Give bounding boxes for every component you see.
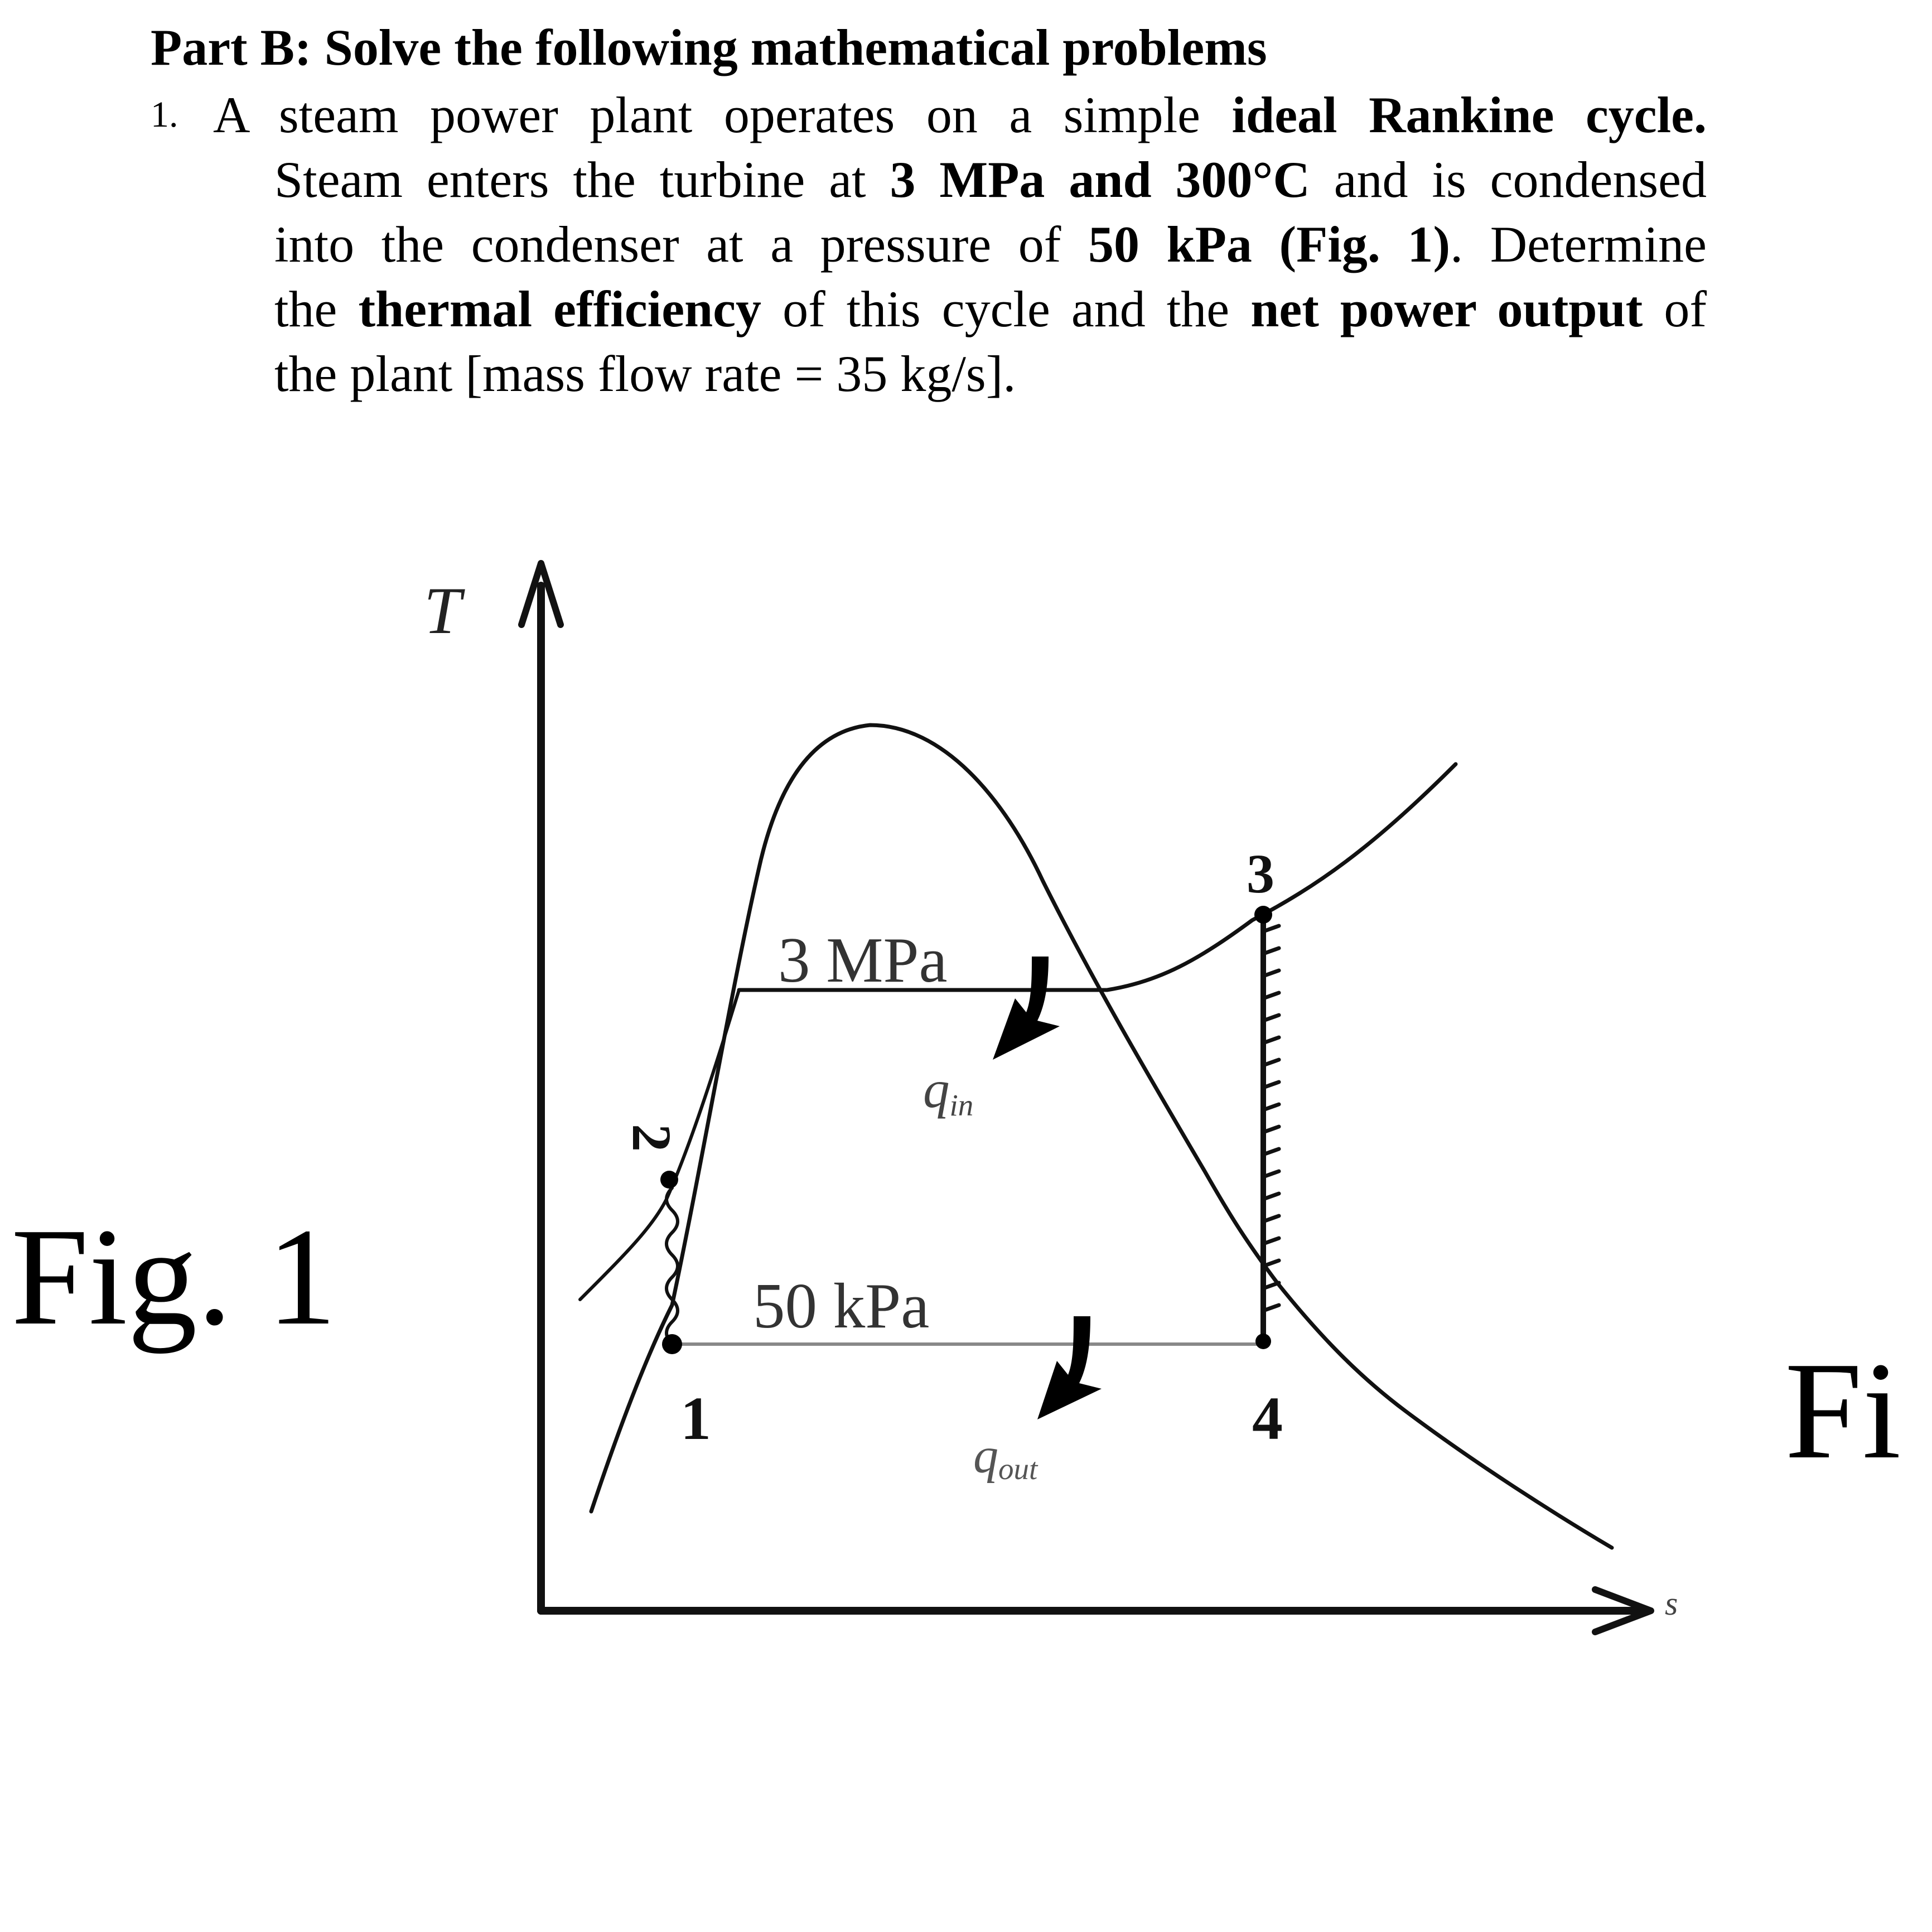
q-in-symbol: q	[923, 1060, 950, 1119]
text-run: of this cycle and the	[761, 281, 1251, 337]
s-axis-label: s	[1665, 1585, 1678, 1622]
problem-number: 1.	[151, 94, 178, 135]
cycle-type: ideal Rankine cycle.	[1231, 86, 1707, 143]
problem-line-5: the plant [mass flow rate = 35 kg/s].	[274, 345, 1016, 402]
thermal-efficiency-term: thermal efficiency	[358, 281, 762, 337]
label-q-out	[973, 1428, 1039, 1486]
state-label-4: 4	[1252, 1384, 1283, 1452]
net-power-term: net power output	[1250, 281, 1643, 337]
q-out-subscript: out	[998, 1452, 1038, 1486]
saturation-dome	[591, 725, 1612, 1548]
state-label-3: 3	[1247, 843, 1274, 905]
t-axis-label: T	[424, 573, 461, 648]
state-point-1	[662, 1334, 682, 1354]
pump-process	[666, 1188, 678, 1344]
state-label-2: 2	[621, 1124, 683, 1152]
q-in-subscript: in	[949, 1088, 974, 1122]
text-run: of	[1643, 281, 1707, 337]
text-run: . Determine	[1450, 216, 1707, 273]
figure-caption-left: Fig. 1	[11, 1200, 337, 1354]
text-run: Steam enters the turbine at	[274, 151, 890, 208]
state-point-3	[1254, 906, 1272, 924]
text-run: the	[274, 281, 359, 337]
figure-caption-right: Fi	[1785, 1334, 1901, 1488]
text-run: and is condensed	[1310, 151, 1707, 208]
label-3mpa: 3 MPa	[778, 925, 948, 996]
q-out-symbol: q	[973, 1428, 998, 1484]
condenser-pressure: 50 kPa (Fig. 1)	[1088, 216, 1451, 273]
part-b-heading: Part B: Solve the following mathematical problems	[151, 19, 1267, 76]
heat-in-arrow-icon	[993, 957, 1060, 1060]
state-point-2	[660, 1171, 678, 1189]
text-run: into the condenser at a pressure of	[274, 216, 1088, 273]
turbine-inlet-conditions: 3 MPa and 300°C	[890, 151, 1310, 208]
heat-out-arrow-icon	[1037, 1316, 1102, 1419]
text-run: A steam power plant operates on a simple	[213, 86, 1232, 143]
state-point-4	[1255, 1334, 1271, 1349]
label-50kpa: 50 kPa	[753, 1271, 930, 1341]
state-label-1: 1	[680, 1384, 711, 1452]
label-q-in	[923, 1060, 973, 1122]
